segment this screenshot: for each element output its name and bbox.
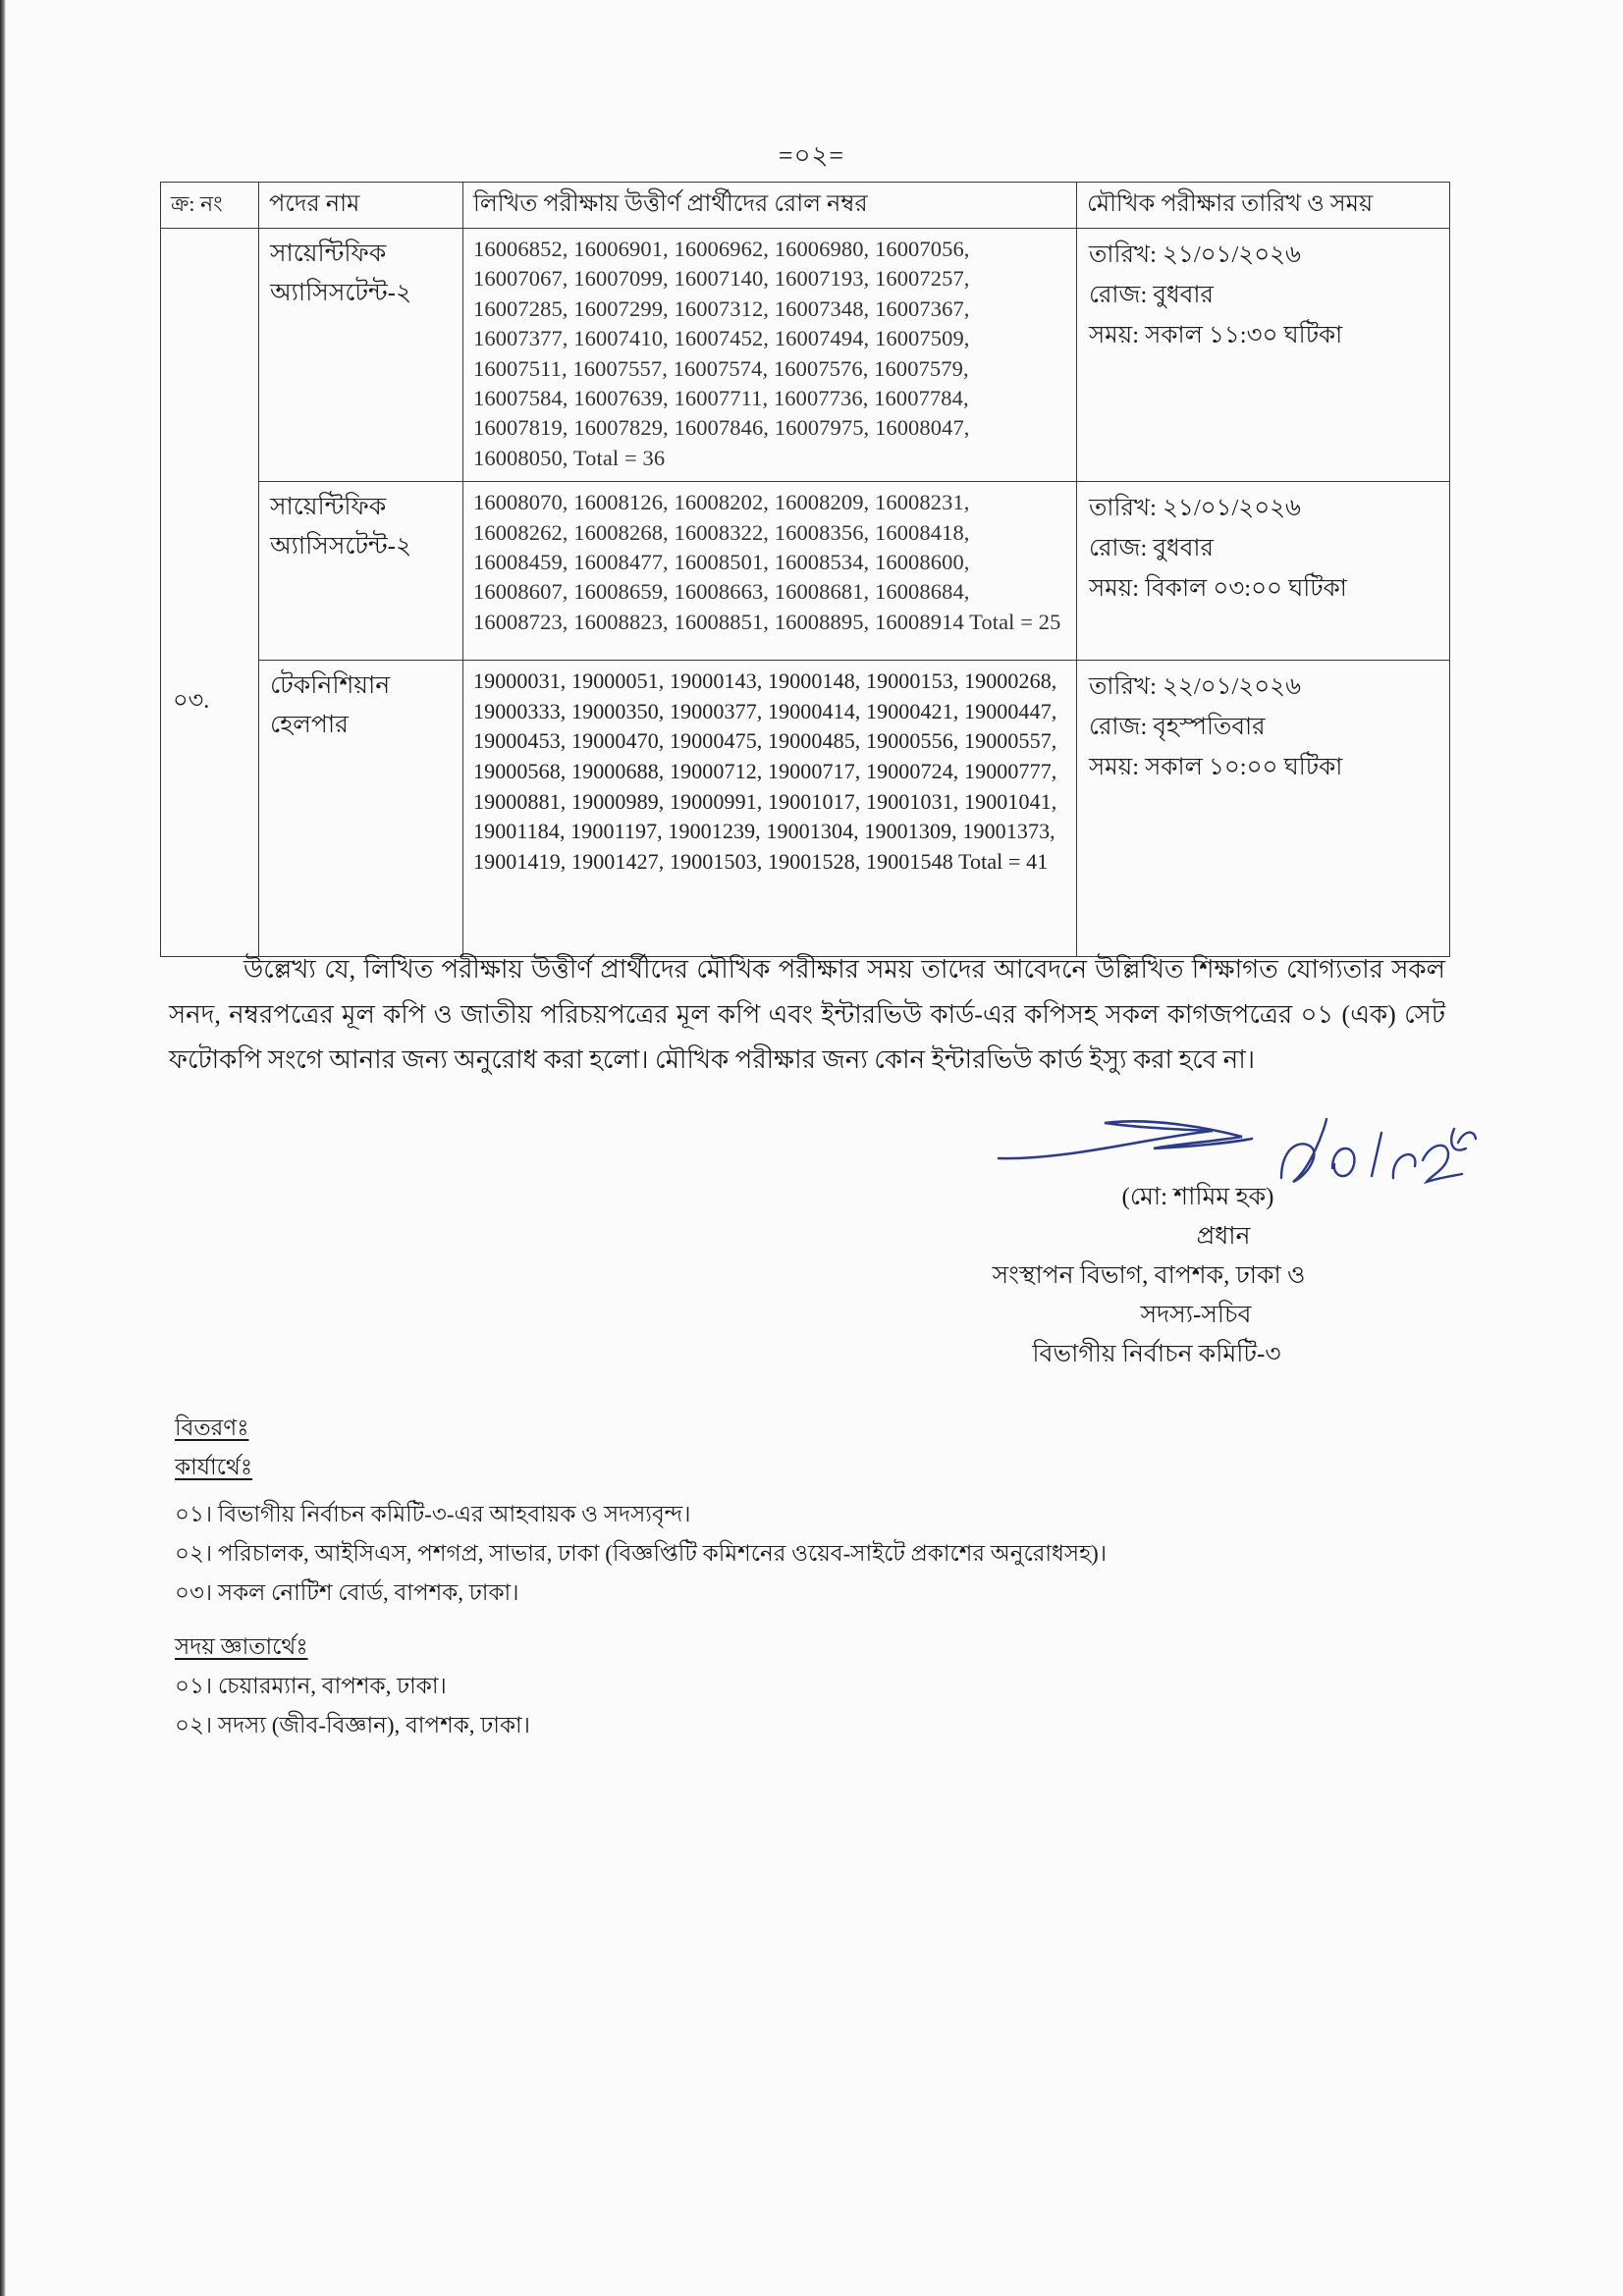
viva-schedule-cell [1077, 661, 1450, 957]
post-name-line2: অ্যাসিসটেন্ট-২ [270, 280, 412, 306]
post-name-line1: সায়েন্টিফিক [270, 240, 387, 267]
serial-cell: ০৩. [161, 661, 259, 957]
post-name-line1: টেকনিশিয়ান [270, 672, 391, 700]
post-cell [259, 482, 463, 661]
signature-block [982, 1178, 1375, 1374]
roll-numbers-cell: 19000031, 19000051, 19000143, 19000148, 19000153, 19000268, 19000333, 19000350, 19000377, 19000414, 19000421, 19000447, 19000453, 19000470, 19000475, 19000485, 19000556, 19000557, 19000568, 19000688, 19000712, 19000717, 19000724, 19000777, 19000881, 19000989, 19000991, 19001017, 19001031, 19001041, 19001184, 19001197, 19001239, 19001304, 19001309, 19001373, 19001419, 19001427, 19001503, 19001528, 19001548 Total = 41 [463, 661, 1077, 957]
list-item: ০৩। সকল নোটিশ বোর্ড, বাপশক, ঢাকা। [175, 1580, 519, 1605]
header-rolls: লিখিত পরীক্ষায় উত্তীর্ণ প্রার্থীদের রোল নম্বর [463, 183, 1077, 229]
action-title: কার্যার্থেঃ [175, 1455, 253, 1479]
header-post: পদের নাম [259, 183, 463, 229]
viva-date: তারিখ: ২১/০১/২০২৬ [1089, 241, 1301, 268]
viva-date: তারিখ: ২২/০১/২০২৬ [1089, 673, 1302, 701]
signatory-committee: বিভাগীয় নির্বাচন কমিটি-৩ [1032, 1341, 1281, 1367]
signatory-role: সদস্য-সচিব [1140, 1302, 1252, 1328]
viva-day: রোজ: বুধবার [1089, 535, 1214, 562]
viva-time: সময়: বিকাল ০৩:০০ ঘটিকা [1089, 575, 1347, 603]
information-title: সদয় জ্ঞাতার্থেঃ [175, 1634, 308, 1659]
viva-time: সময়: সকাল ১০:০০ ঘটিকা [1089, 754, 1343, 781]
signatory-department: সংস্থাপন বিভাগ, বাপশক, ঢাকা ও [992, 1262, 1306, 1289]
table-row [161, 482, 1450, 661]
list-item: ০১। চেয়ারম্যান, বাপশক, ঢাকা। [175, 1674, 447, 1698]
viva-time: সময়: সকাল ১১:৩০ ঘটিকা [1089, 322, 1343, 348]
post-name-line2: অ্যাসিসটেন্ট-২ [270, 533, 412, 561]
post-name-line1: সায়েন্টিফিক [270, 494, 387, 521]
table-row [161, 661, 1450, 957]
roll-numbers-cell: 16006852, 16006901, 16006962, 16006980, 16007056, 16007067, 16007099, 16007140, 16007193, 16007257, 16007285, 16007299, 16007312, 16007348, 16007367, 16007377, 16007410, 16007452, 16007494, 16007509, 16007511, 16007557, 16007574, 16007576, 16007579, 16007584, 16007639, 16007711, 16007736, 16007784, 16007819, 16007829, 16007846, 16007975, 16008047, 16008050, Total = 36 [463, 229, 1077, 482]
viva-day: রোজ: বুধবার [1089, 282, 1214, 308]
page-number: =০২= [778, 141, 845, 170]
list-item: ০২। পরিচালক, আইসিএস, পশগপ্র, সাভার, ঢাকা (বিজ্ঞপ্তিটি কমিশনের ওয়েব-সাইটে প্রকাশের অনুরোধসহ)। [175, 1541, 1108, 1566]
header-serial: ক্র: নং [161, 183, 259, 229]
post-cell [259, 229, 463, 482]
header-viva: মৌখিক পরীক্ষার তারিখ ও সময় [1077, 183, 1450, 229]
serial-cell [161, 229, 259, 482]
roll-number-table [160, 182, 1450, 957]
serial-cell [161, 482, 259, 661]
list-item: ০১। বিভাগীয় নির্বাচন কমিটি-৩-এর আহবায়ক ও সদস্যবৃন্দ। [175, 1502, 691, 1526]
list-item: ০২। সদস্য (জীব-বিজ্ঞান), বাপশক, ঢাকা। [175, 1713, 530, 1737]
viva-schedule-cell [1077, 482, 1450, 661]
table-row [161, 229, 1450, 482]
notice-paragraph: উল্লেখ্য যে, লিখিত পরীক্ষায় উত্তীর্ণ প্রার্থীদের মৌখিক পরীক্ষার সময় তাদের আবেদনে উল্লিখিত শিক্ষাগত যোগ্যতার সকল সনদ, নম্বরপত্রের মূল কপি ও জাতীয় পরিচয়পত্রের মূল কপি এবং ইন্টারভিউ কার্ড-এর কপিসহ সকল কাগজপত্রের ০১ (এক) সেট ফটোকপি সংগে আনার জন্য অনুরোধ করা হলো। মৌখিক পরীক্ষার জন্য কোন ইন্টারভিউ কার্ড ইস্যু করা হবে না। [169, 955, 1445, 1074]
viva-date: তারিখ: ২১/০১/২০২৬ [1089, 495, 1301, 522]
signatory-name: (মো: শামিম হক) [1121, 1184, 1274, 1210]
distribution-section [175, 1409, 1107, 1613]
table-header-row [161, 183, 1450, 229]
information-section [175, 1628, 530, 1745]
roll-numbers-cell: 16008070, 16008126, 16008202, 16008209, 16008231, 16008262, 16008268, 16008322, 16008356, 16008418, 16008459, 16008477, 16008501, 16008534, 16008600, 16008607, 16008659, 16008663, 16008681, 16008684, 16008723, 16008823, 16008851, 16008895, 16008914 Total = 25 [463, 482, 1077, 661]
post-cell [259, 661, 463, 957]
viva-schedule-cell [1077, 229, 1450, 482]
viva-day: রোজ: বৃহস্পতিবার [1089, 714, 1266, 741]
post-name-line2: হেলপার [270, 712, 349, 739]
distribution-title: বিতরণঃ [175, 1415, 249, 1440]
signatory-designation: প্রধান [1196, 1223, 1251, 1250]
scan-edge [0, 0, 6, 2296]
